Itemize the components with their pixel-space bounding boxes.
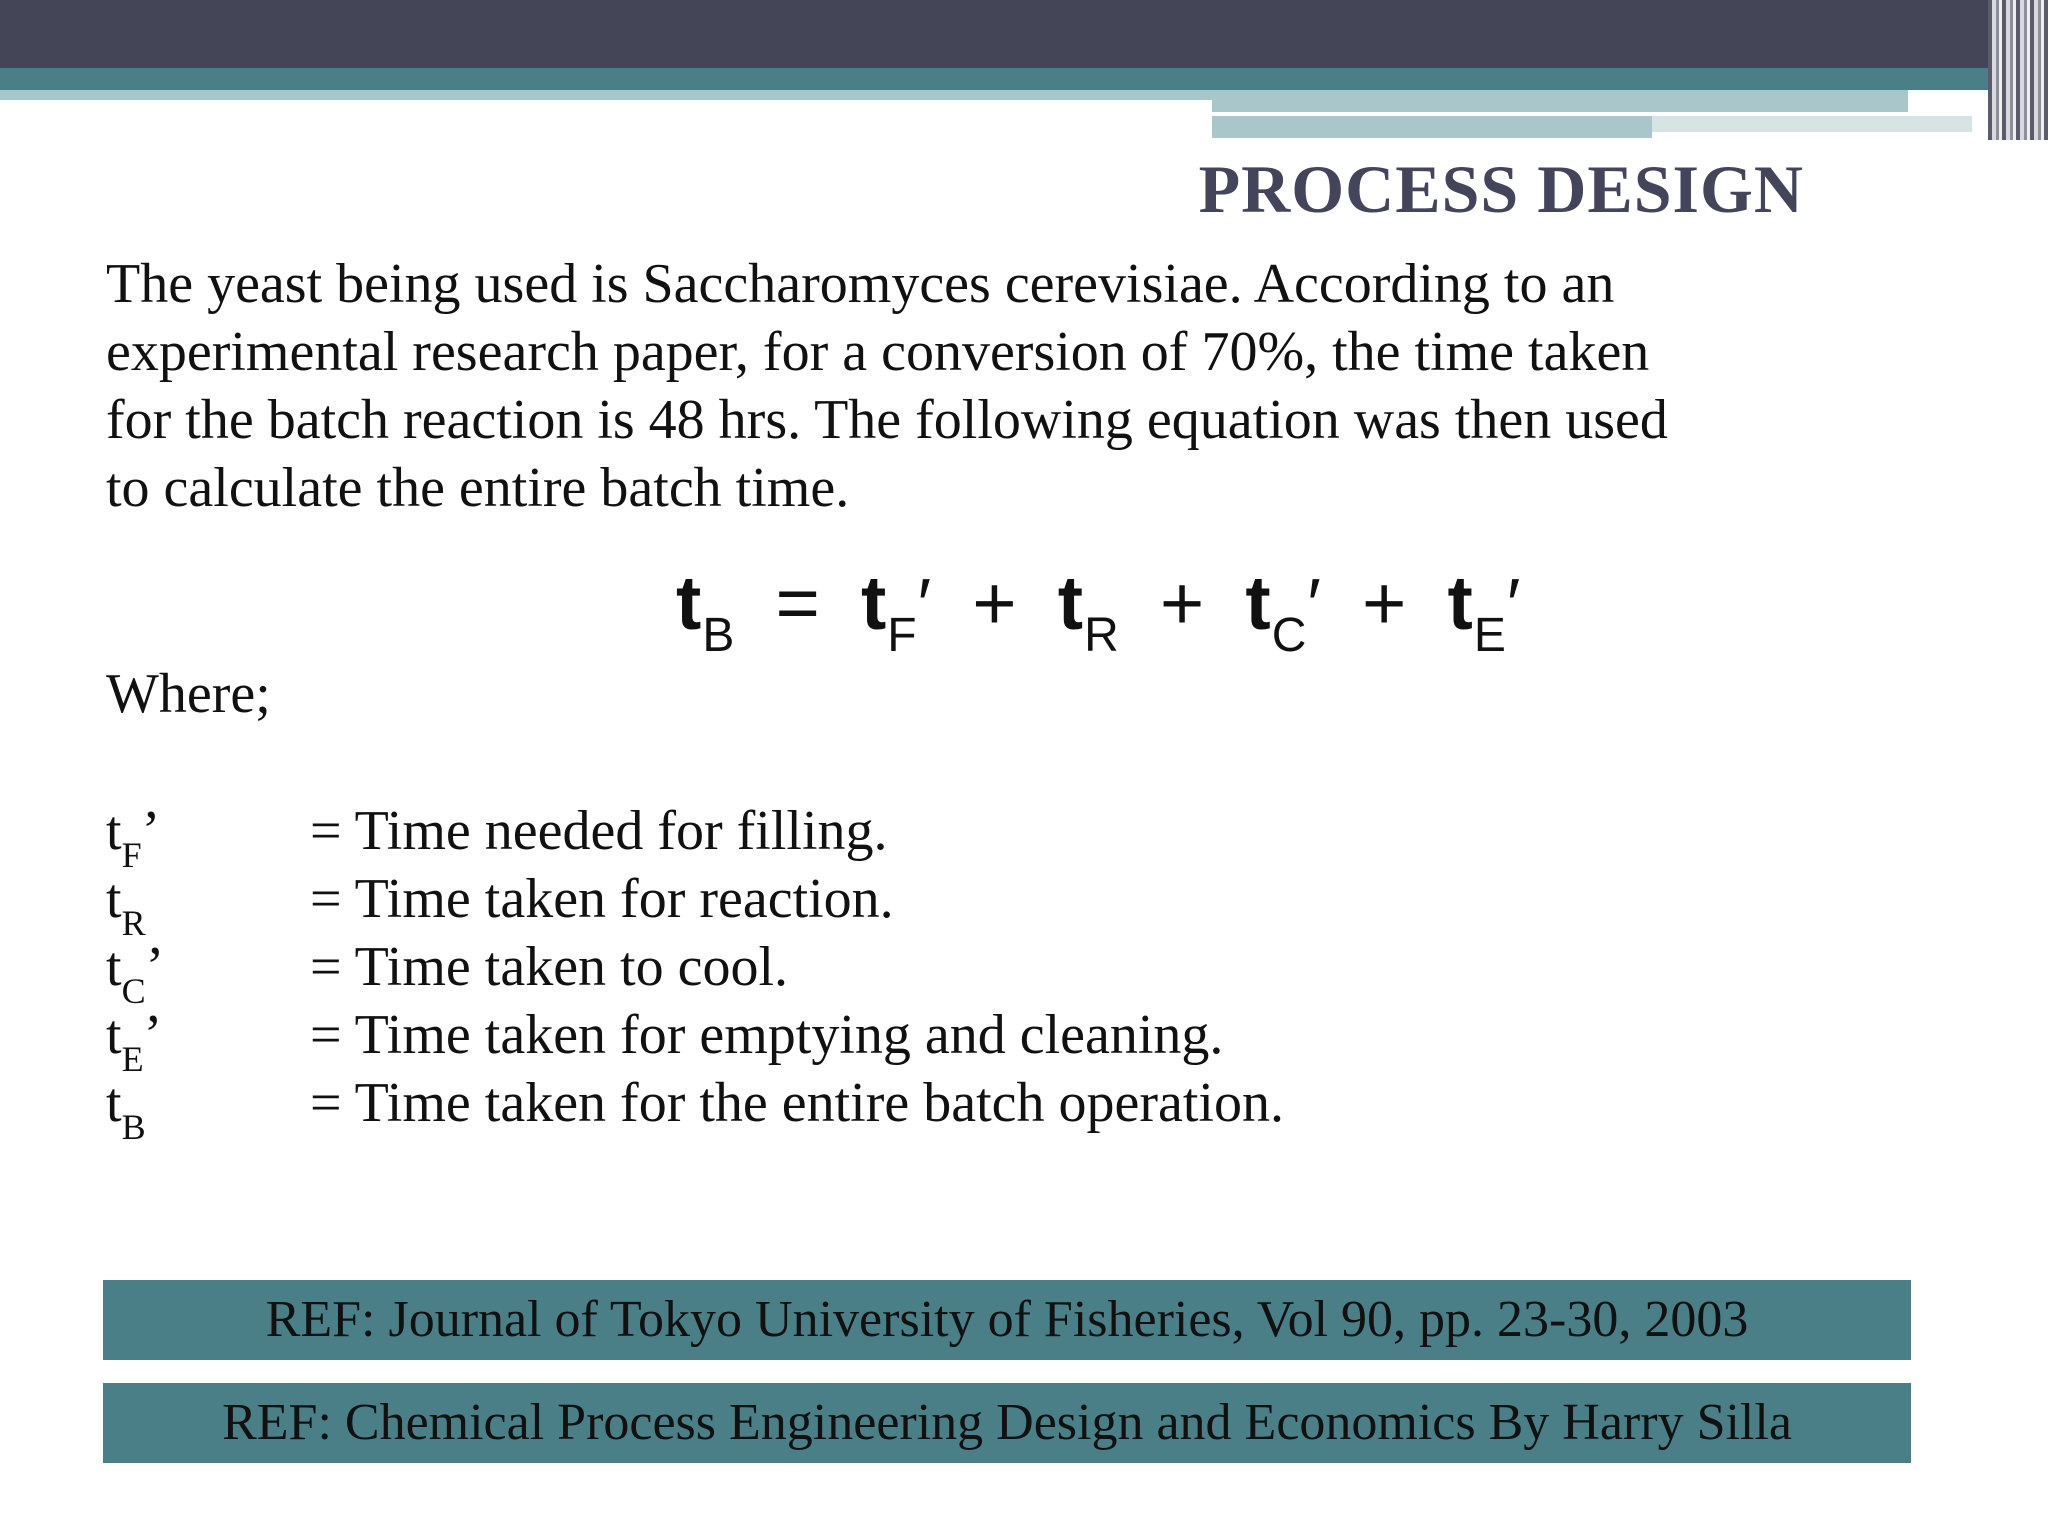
equation-prime: ′ bbox=[1307, 565, 1322, 645]
definition-description: = Time taken to cool. bbox=[310, 936, 789, 998]
definition-description: = Time needed for filling. bbox=[310, 800, 888, 862]
equation-term-emptying bbox=[1447, 561, 1522, 662]
header-band-dark bbox=[0, 0, 2048, 68]
equation-term-sub: C bbox=[1271, 609, 1308, 662]
definition-symbol bbox=[106, 1069, 146, 1147]
symbol-base: t bbox=[106, 1004, 122, 1066]
definition-symbol bbox=[106, 933, 165, 1011]
equation-term-sub: R bbox=[1084, 609, 1120, 662]
batch-time-equation bbox=[676, 560, 1522, 662]
header-band-right-block bbox=[1212, 90, 1908, 112]
equation-term-sub: E bbox=[1473, 609, 1507, 662]
definition-symbol bbox=[106, 1001, 163, 1079]
equation-prime: ′ bbox=[1506, 565, 1522, 645]
symbol-sub: C bbox=[121, 971, 146, 1011]
symbol-sub: B bbox=[121, 1107, 146, 1147]
symbol-base: t bbox=[106, 1072, 122, 1134]
equation-term-base: t bbox=[860, 561, 888, 646]
symbol-prime: ’ bbox=[145, 936, 165, 998]
symbol-sub: R bbox=[121, 903, 146, 943]
definition-symbol bbox=[106, 797, 161, 875]
where-label: Where; bbox=[106, 663, 271, 725]
equation-equals: = bbox=[775, 561, 821, 646]
definition-description: = Time taken for reaction. bbox=[310, 868, 894, 930]
equation-term-reaction bbox=[1057, 561, 1120, 662]
header-band-right-lower bbox=[1212, 116, 1652, 138]
definition-description: = Time taken for emptying and cleaning. bbox=[310, 1004, 1224, 1066]
symbol-sub: F bbox=[121, 835, 142, 875]
equation-lhs bbox=[676, 561, 736, 662]
symbol-base: t bbox=[106, 868, 122, 930]
header-band-teal bbox=[0, 68, 2048, 90]
header-edge-stripes bbox=[1988, 0, 2048, 140]
reference-bar-journal: REF: Journal of Tokyo University of Fisheries, Vol 90, pp. 23-30, 2003 bbox=[103, 1280, 1911, 1360]
equation-term-base: t bbox=[1057, 561, 1085, 646]
header-band-light bbox=[0, 90, 1212, 100]
equation-term-base: t bbox=[1447, 561, 1474, 646]
equation-prime: ′ bbox=[917, 565, 933, 645]
equation-term-filling bbox=[860, 561, 933, 662]
body-line: experimental research paper, for a conversion of 70%, the time taken bbox=[106, 321, 1650, 383]
symbol-prime: ’ bbox=[143, 1004, 163, 1066]
equation-plus: + bbox=[1159, 561, 1206, 646]
body-paragraph bbox=[106, 250, 1926, 522]
header-band-right-lower-faint bbox=[1652, 116, 1972, 132]
body-line: to calculate the entire batch time. bbox=[106, 457, 850, 519]
body-line: The yeast being used is Saccharomyces cerevisiae. According to an bbox=[106, 253, 1615, 315]
equation-term-base: t bbox=[1245, 561, 1272, 646]
equation-term-sub: F bbox=[887, 609, 918, 662]
slide-title: PROCESS DESIGN bbox=[1198, 151, 1804, 227]
symbol-base: t bbox=[106, 800, 122, 862]
definition-symbol bbox=[106, 865, 146, 943]
symbol-prime: ’ bbox=[141, 800, 161, 862]
symbol-base: t bbox=[106, 936, 122, 998]
equation-plus: + bbox=[972, 561, 1018, 646]
body-line: for the batch reaction is 48 hrs. The following equation was then used bbox=[106, 389, 1668, 451]
definition-description: = Time taken for the entire batch operation. bbox=[310, 1072, 1284, 1134]
equation-lhs-sub: B bbox=[702, 609, 736, 662]
reference-bar-book: REF: Chemical Process Engineering Design and Economics By Harry Silla bbox=[103, 1383, 1911, 1463]
equation-lhs-base: t bbox=[676, 561, 703, 646]
equation-term-cooling bbox=[1245, 561, 1322, 662]
equation-plus: + bbox=[1361, 561, 1408, 646]
symbol-sub: E bbox=[121, 1039, 144, 1079]
